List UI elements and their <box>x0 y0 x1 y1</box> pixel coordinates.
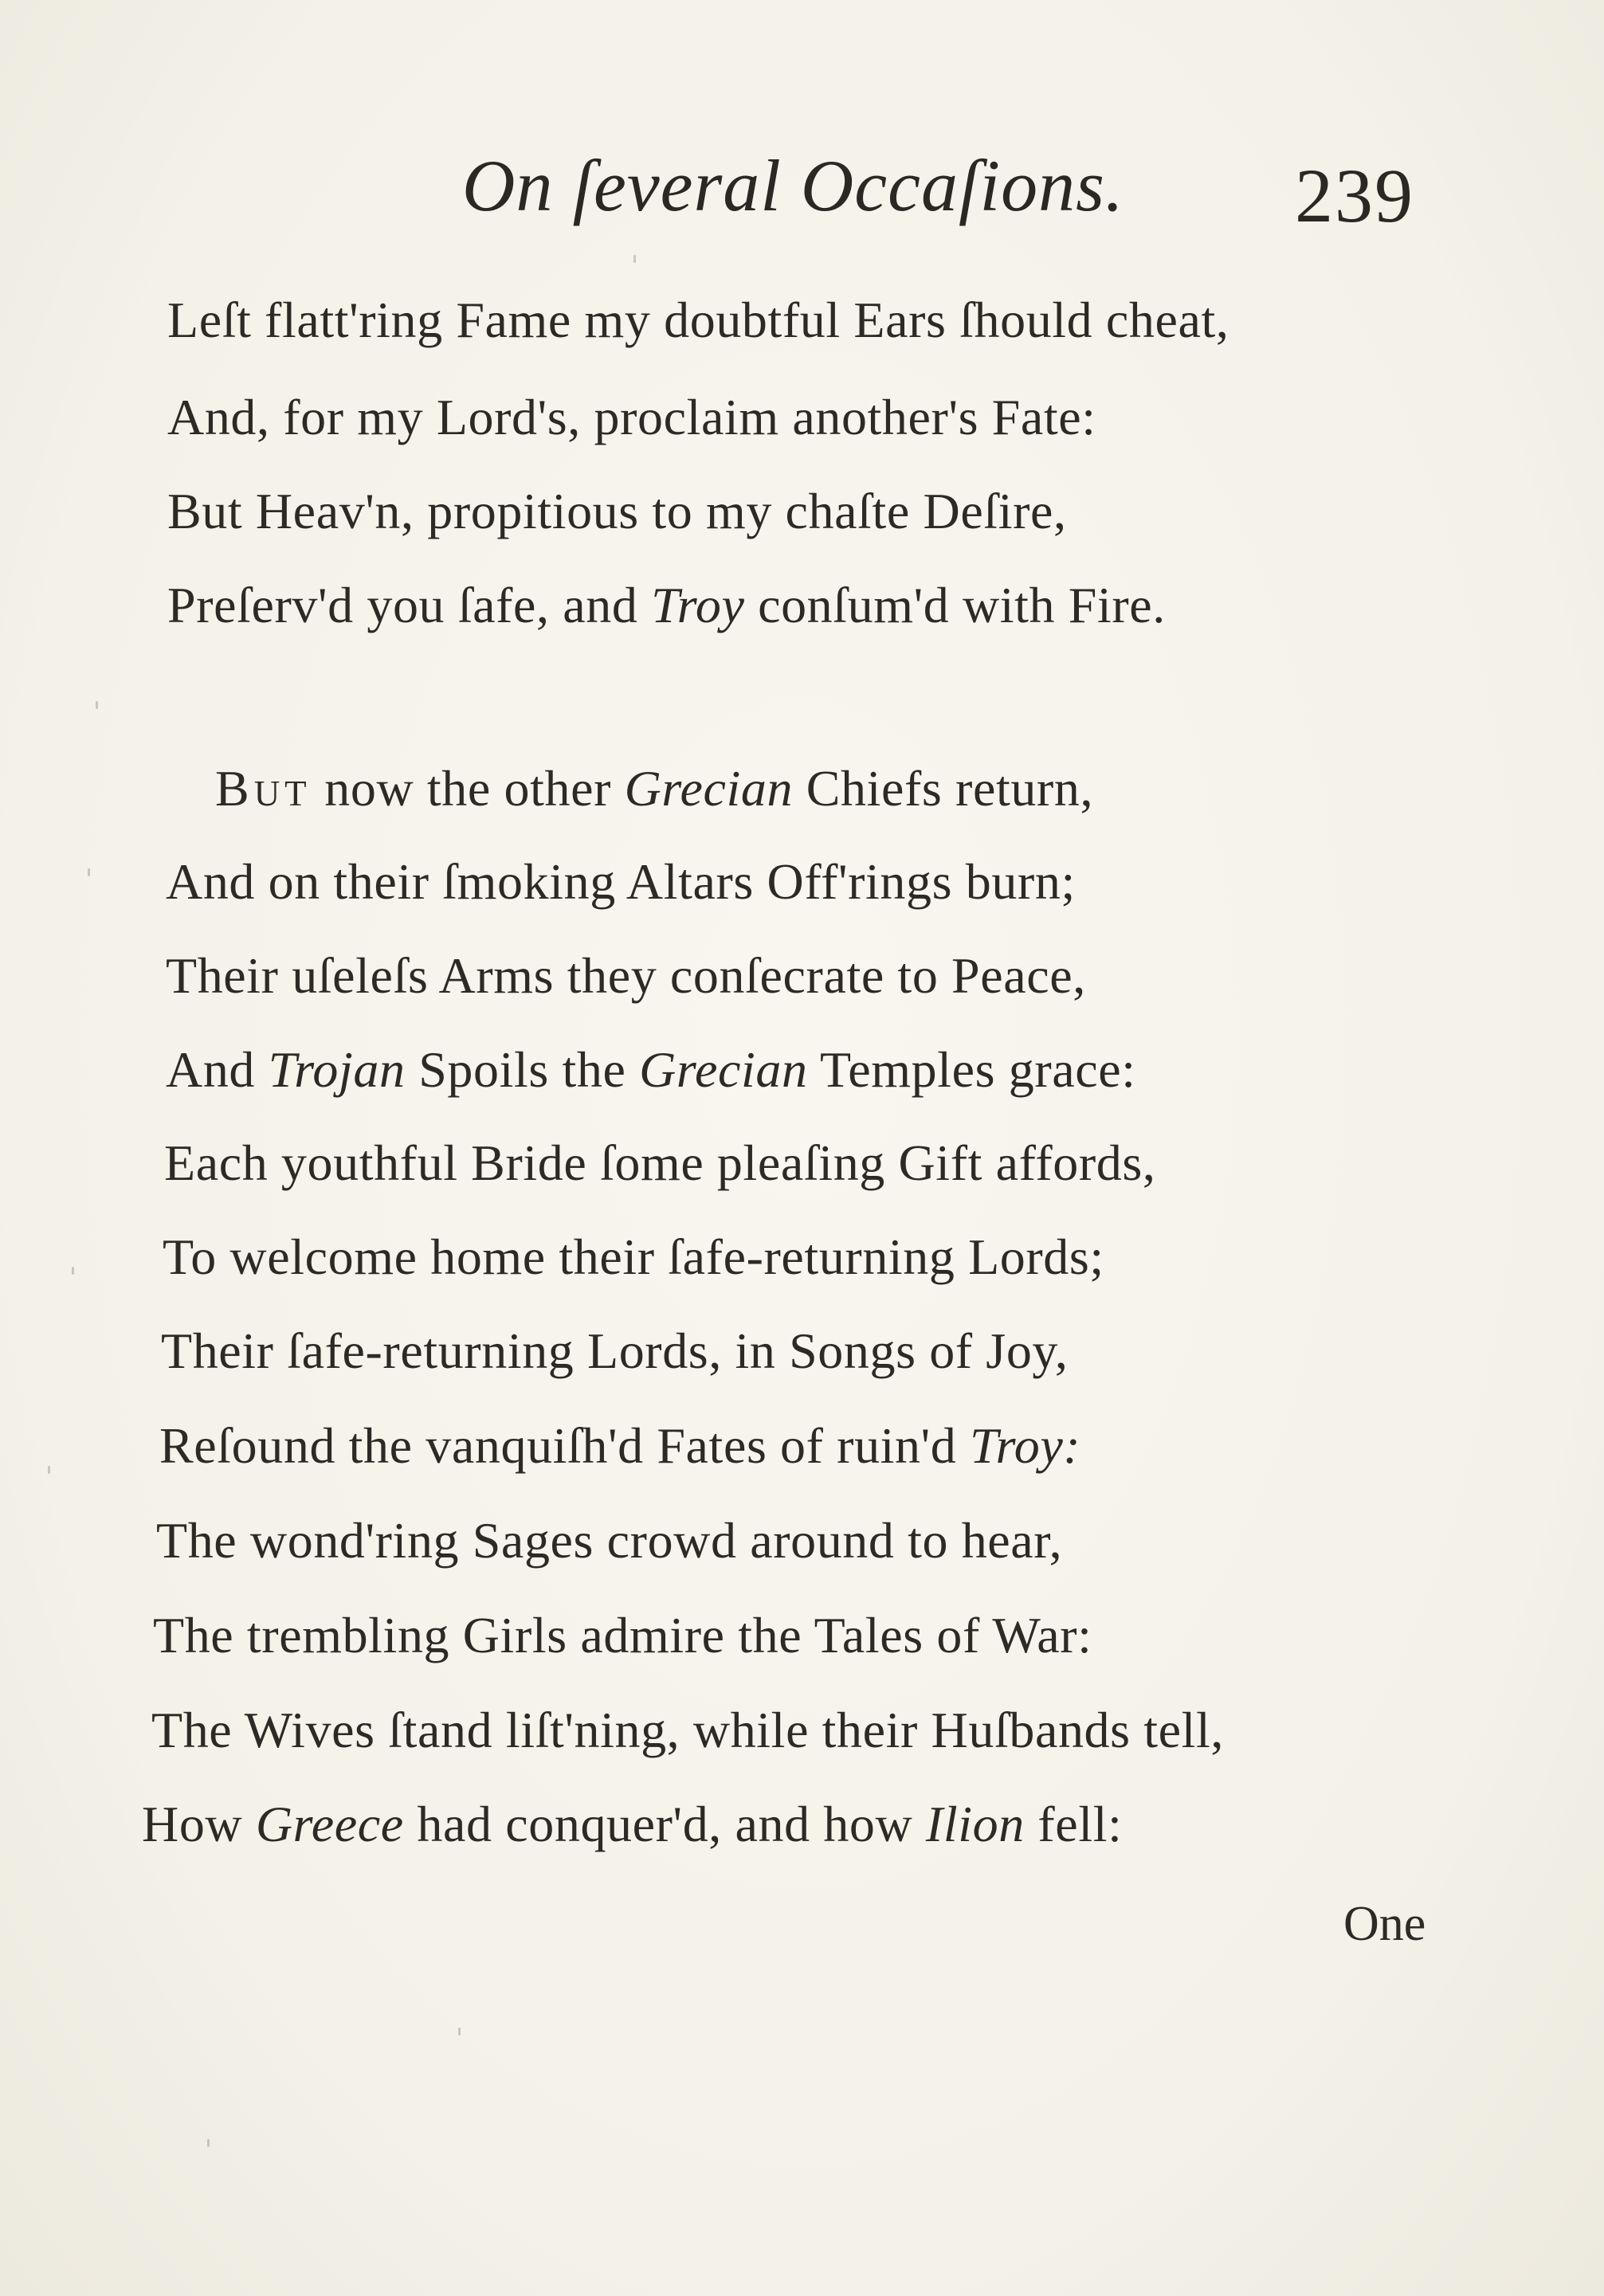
paper-speck <box>72 1267 74 1275</box>
verse-line: Their uſeleſs Arms they conſecrate to Peace, <box>166 947 1086 1004</box>
verse-line <box>142 1793 1122 1856</box>
verse-text: Spoils the <box>405 1041 640 1098</box>
page-number: 239 <box>1295 153 1414 238</box>
verse-text: had conquer'd, and how <box>403 1796 926 1852</box>
verse-line: The trembling Girls admire the Tales of War: <box>153 1607 1092 1663</box>
paper-speck <box>207 2139 210 2147</box>
verse-line: Their ſafe-returning Lords, in Songs of Joy, <box>161 1322 1069 1379</box>
verse-text: Temples grace: <box>807 1041 1136 1098</box>
proper-noun-greece: Greece <box>255 1796 404 1852</box>
paper-speck <box>48 1466 50 1474</box>
verse-text: now the other <box>311 760 625 817</box>
verse-text: conſum'd with Fire. <box>744 577 1166 633</box>
running-head <box>0 143 1604 239</box>
running-title: On ſeveral Occaſions. <box>462 145 1124 226</box>
verse-line <box>166 1038 1136 1102</box>
paper-speck <box>458 2028 461 2035</box>
paper-speck <box>88 868 90 876</box>
verse-line <box>215 757 1093 821</box>
verse-text: And <box>166 1041 269 1098</box>
verse-line: Leſt flatt'ring Fame my doubtful Ears ſhould cheat, <box>167 292 1229 348</box>
proper-noun-troy: Troy: <box>970 1417 1081 1474</box>
verse-line: The wond'ring Sages crowd around to hear, <box>156 1512 1063 1569</box>
proper-noun-ilion: Ilion <box>925 1796 1025 1852</box>
verse-line <box>159 1414 1080 1478</box>
catchword: One <box>1343 1897 1426 1951</box>
proper-noun-grecian: Grecian <box>639 1041 808 1098</box>
verse-text: Preſerv'd you ſafe, and <box>167 577 652 633</box>
verse-text: fell: <box>1024 1796 1123 1852</box>
verse-line: To welcome home their ſafe-returning Lords; <box>163 1228 1104 1285</box>
verse-line: But Heav'n, propitious to my chaſte Deſire, <box>167 483 1067 539</box>
proper-noun-trojan: Trojan <box>268 1041 406 1098</box>
verse-line: Each youthful Bride ſome pleaſing Gift affords, <box>164 1134 1156 1191</box>
paper-speck <box>633 255 636 263</box>
verse-text: How <box>142 1796 256 1852</box>
verse-line: And on their ſmoking Altars Off'rings burn; <box>166 853 1076 910</box>
proper-noun-troy: Troy <box>651 577 745 633</box>
verse-text: Reſound the vanquiſh'd Fates of ruin'd <box>159 1417 970 1474</box>
proper-noun-grecian: Grecian <box>624 760 794 817</box>
paper-speck <box>96 701 98 709</box>
verse-line: And, for my Lord's, proclaim another's Fate: <box>167 389 1096 445</box>
small-caps-opening: But <box>215 760 312 817</box>
verse-line: The Wives ſtand liſt'ning, while their Huſbands tell, <box>151 1702 1225 1758</box>
verse-text: Chiefs return, <box>793 760 1094 817</box>
verse-line <box>167 574 1166 637</box>
